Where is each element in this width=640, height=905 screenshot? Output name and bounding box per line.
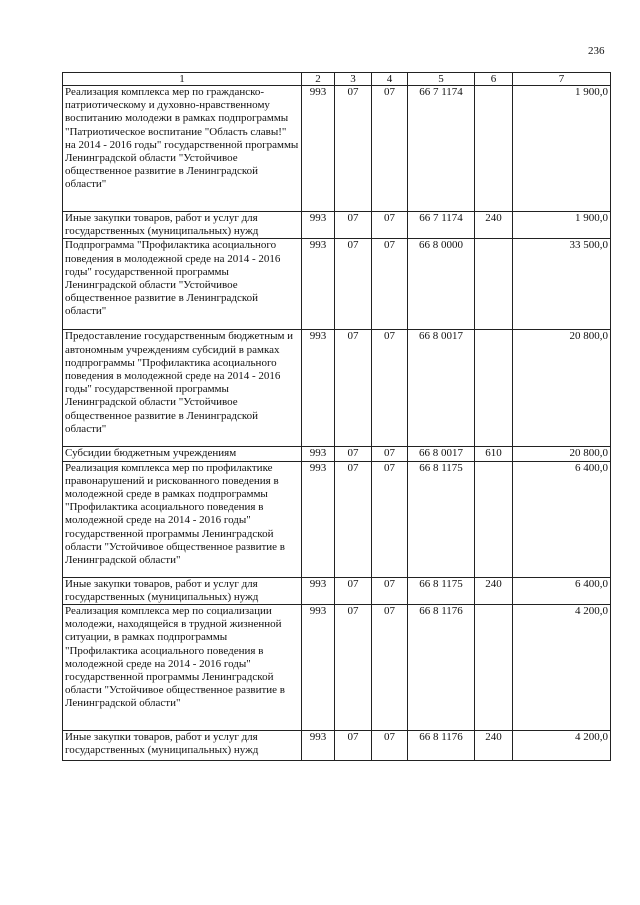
table-row: [63, 330, 611, 447]
row-vid: [475, 461, 513, 577]
row-target: 66 8 1175: [408, 461, 475, 577]
row-ministry: 993: [302, 577, 335, 604]
row-vid: [475, 239, 513, 330]
header-col-3: 3: [335, 73, 372, 86]
table-row: [63, 212, 611, 239]
row-name: Субсидии бюджетным учреждениям: [63, 447, 302, 461]
table-row: [63, 239, 611, 330]
row-section: 07: [335, 731, 372, 761]
row-section: 07: [335, 330, 372, 447]
row-ministry: 993: [302, 605, 335, 731]
row-section: 07: [335, 447, 372, 461]
row-target: 66 8 1176: [408, 605, 475, 731]
row-section: 07: [335, 461, 372, 577]
row-name: Иные закупки товаров, работ и услуг для государственных (муниципальных) нужд: [63, 577, 302, 604]
row-subsection: 07: [372, 461, 408, 577]
row-target: 66 8 0017: [408, 447, 475, 461]
row-name: Реализация комплекса мер по профилактике правонарушений и рискованного поведения в молодежной среде в рамках подпрограммы "Профилактика асоциального поведения в молодежной среде на 2014 - 2016 годы" государственной программы Ленинградской области "Устойчивое общественное развитие в Ленинградской области": [63, 461, 302, 577]
row-ministry: 993: [302, 212, 335, 239]
header-col-5: 5: [408, 73, 475, 86]
budget-table: [62, 72, 611, 761]
row-name: Предоставление государственным бюджетным и автономным учреждениям субсидий в рамках подпрограммы "Профилактика асоциального поведения в молодежной среде на 2014 - 2016 годы" государственной программы Ленинградской области "Устойчивое общественное развитие в Ленинградской области": [63, 330, 302, 447]
row-ministry: 993: [302, 239, 335, 330]
header-col-6: 6: [475, 73, 513, 86]
row-name: Реализация комплекса мер по гражданско-патриотическому и духовно-нравственному воспитанию молодежи в рамках подпрограммы "Патриотическое воспитание "Область славы!" на 2014 - 2016 годы" государственной программы Ленинградской области "Устойчивое общественное развитие в Ленинградской области": [63, 86, 302, 212]
row-ministry: 993: [302, 447, 335, 461]
row-sum: 1 900,0: [513, 212, 611, 239]
row-subsection: 07: [372, 86, 408, 212]
row-vid: 610: [475, 447, 513, 461]
header-col-1: 1: [63, 73, 302, 86]
page-number: 236: [588, 45, 605, 57]
row-ministry: 993: [302, 86, 335, 212]
row-section: 07: [335, 86, 372, 212]
row-ministry: 993: [302, 330, 335, 447]
row-sum: 1 900,0: [513, 86, 611, 212]
row-sum: 6 400,0: [513, 577, 611, 604]
row-sum: 6 400,0: [513, 461, 611, 577]
table-row: [63, 577, 611, 604]
row-vid: 240: [475, 731, 513, 761]
row-sum: 33 500,0: [513, 239, 611, 330]
row-subsection: 07: [372, 577, 408, 604]
row-vid: 240: [475, 212, 513, 239]
row-target: 66 8 1176: [408, 731, 475, 761]
row-sum: 4 200,0: [513, 731, 611, 761]
table-row: [63, 605, 611, 731]
row-subsection: 07: [372, 731, 408, 761]
table-row: [63, 86, 611, 212]
row-subsection: 07: [372, 239, 408, 330]
row-name: Реализация комплекса мер по социализации молодежи, находящейся в трудной жизненной ситуации, в рамках подпрограммы "Профилактика асоциального поведения в молодежной среде на 2014 - 2016 годы" государственной программы Ленинградской области "Устойчивое общественное развитие в Ленинградской области": [63, 605, 302, 731]
row-target: 66 8 0000: [408, 239, 475, 330]
table-row: [63, 447, 611, 461]
row-vid: [475, 605, 513, 731]
row-subsection: 07: [372, 605, 408, 731]
row-name: Иные закупки товаров, работ и услуг для государственных (муниципальных) нужд: [63, 731, 302, 761]
header-col-4: 4: [372, 73, 408, 86]
row-section: 07: [335, 577, 372, 604]
header-col-2: 2: [302, 73, 335, 86]
row-target: 66 7 1174: [408, 212, 475, 239]
row-subsection: 07: [372, 212, 408, 239]
row-sum: 20 800,0: [513, 447, 611, 461]
row-ministry: 993: [302, 461, 335, 577]
row-section: 07: [335, 605, 372, 731]
row-target: 66 8 0017: [408, 330, 475, 447]
row-sum: 20 800,0: [513, 330, 611, 447]
row-ministry: 993: [302, 731, 335, 761]
row-name: Иные закупки товаров, работ и услуг для государственных (муниципальных) нужд: [63, 212, 302, 239]
row-target: 66 7 1174: [408, 86, 475, 212]
table-row: [63, 461, 611, 577]
header-row: [63, 73, 611, 86]
row-name: Подпрограмма "Профилактика асоциального поведения в молодежной среде на 2014 - 2016 годы" государственной программы Ленинградской области "Устойчивое общественное развитие в Ленинградской области": [63, 239, 302, 330]
header-col-7: 7: [513, 73, 611, 86]
row-section: 07: [335, 212, 372, 239]
row-target: 66 8 1175: [408, 577, 475, 604]
row-subsection: 07: [372, 447, 408, 461]
row-sum: 4 200,0: [513, 605, 611, 731]
row-vid: [475, 330, 513, 447]
row-vid: [475, 86, 513, 212]
row-vid: 240: [475, 577, 513, 604]
table-row: [63, 731, 611, 761]
row-section: 07: [335, 239, 372, 330]
row-subsection: 07: [372, 330, 408, 447]
